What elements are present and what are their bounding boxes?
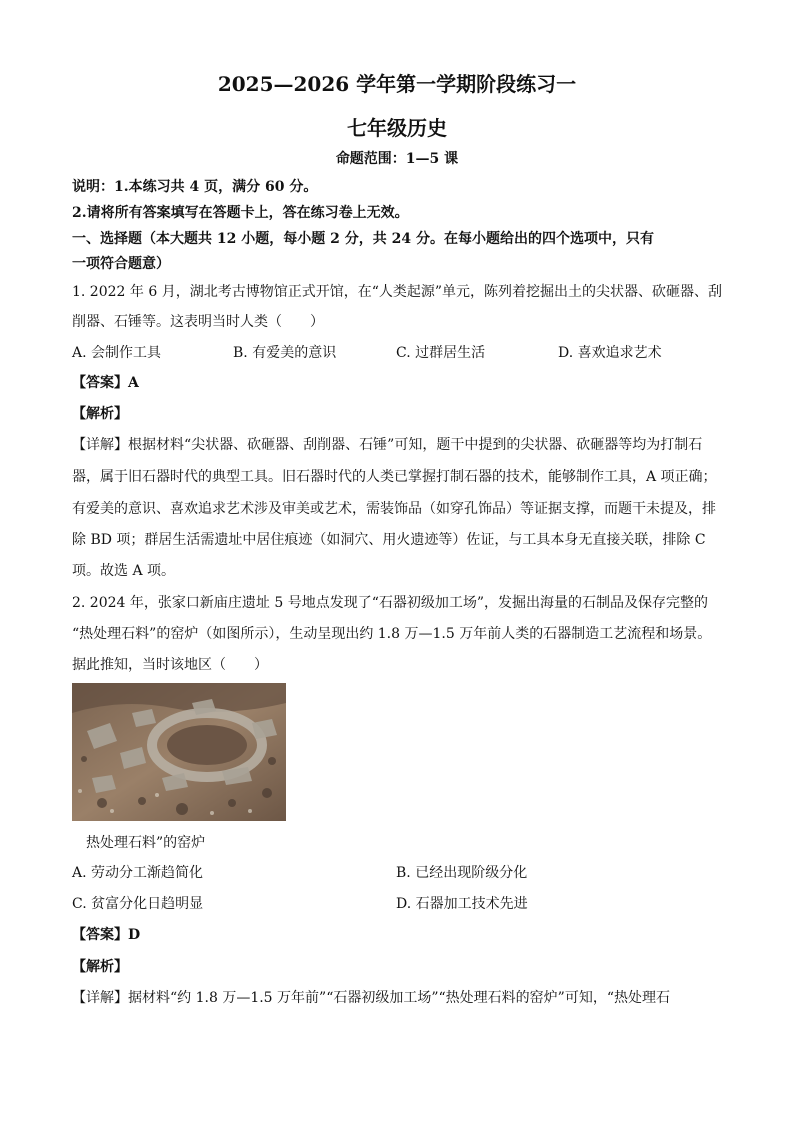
q1-option-d: D. 喜欢追求艺术 [558,345,662,361]
q1-stem-line-2: 削器、石锤等。这表明当时人类（ ） [72,314,324,330]
q1-option-c: C. 过群居生活 [396,345,486,361]
exam-scope: 命题范围：1—5 课 [335,151,459,167]
q1-detail-line-4: 除 BD 项；群居生活需遗址中居住痕迹（如洞穴、用火遗迹等）佐证，与工具本身无直接关联，排除 C [72,532,706,548]
section-heading-line-2: 一项符合题意） [72,256,170,272]
q2-analysis-text: 【解析】 [72,959,128,975]
q1-answer [72,374,724,392]
q1-option-a: A. 会制作工具 [72,345,162,361]
q1-detail-line-1: 【详解】根据材料“尖状器、砍砸器、刮削器、石锤”可知，题干中提到的尖状器、砍砸器等均为打制石 [72,437,703,453]
q2-stem-line-3: 据此推知，当时该地区（ ） [72,657,268,673]
instruction-line-2: 2.请将所有答案填写在答题卡上，答在练习卷上无效。 [72,205,409,221]
q1-stem-line-1: 1. 2022 年 6 月，湖北考古博物馆正式开馆，在“人类起源”单元，陈列着挖掘出土的尖状器、砍砸器、刮 [72,284,723,300]
kiln-photo-caption: 热处理石料”的窑炉 [86,835,206,851]
section-heading-line-1: 一、选择题（本大题共 12 小题，每小题 2 分，共 24 分。在每小题给出的四个选项中，只有 [72,231,654,247]
q2-analysis-label [72,958,724,976]
q1-detail-line-5: 项。故选 A 项。 [72,563,176,579]
q2-option-a: A. 劳动分工渐趋简化 [72,865,204,881]
kiln-photo [72,683,286,821]
q1-option-b: B. 有爱美的意识 [233,345,337,361]
q1-answer-text: 【答案】A [72,375,139,391]
exam-subtitle: 七年级历史 [347,116,447,140]
q2-answer-text: 【答案】D [72,927,141,943]
q2-answer [72,926,724,944]
q2-option-c: C. 贫富分化日趋明显 [72,896,204,912]
q1-analysis-text: 【解析】 [72,406,128,422]
q2-option-d: D. 石器加工技术先进 [396,896,528,912]
q2-stem-line-2: “热处理石料”的窑炉（如图所示），生动呈现出约 1.8 万—1.5 万年前人类的石器制造工艺流程和场景。 [72,626,712,642]
q1-analysis-label [72,405,724,423]
q2-option-b: B. 已经出现阶级分化 [396,865,528,881]
exam-title: 2025—2026 学年第一学期阶段练习一 [217,72,577,96]
q1-detail-line-2: 器，属于旧石器时代的典型工具。旧石器时代的人类已掌握打制石器的技术，能够制作工具，A 项正确； [72,469,717,485]
instruction-line-1: 说明：1.本练习共 4 页，满分 60 分。 [72,179,318,195]
q2-stem-line-1: 2. 2024 年，张家口新庙庄遗址 5 号地点发现了“石器初级加工场”，发掘出海量的石制品及保存完整的 [72,595,709,611]
q1-detail-line-3: 有爱美的意识、喜欢追求艺术涉及审美或艺术，需装饰品（如穿孔饰品）等证据支撑，而题干未提及，排 [72,501,716,517]
q2-detail-line-1: 【详解】据材料“约 1.8 万—1.5 万年前”“石器初级加工场”“热处理石料的窑炉”可知，“热处理石 [72,990,670,1006]
